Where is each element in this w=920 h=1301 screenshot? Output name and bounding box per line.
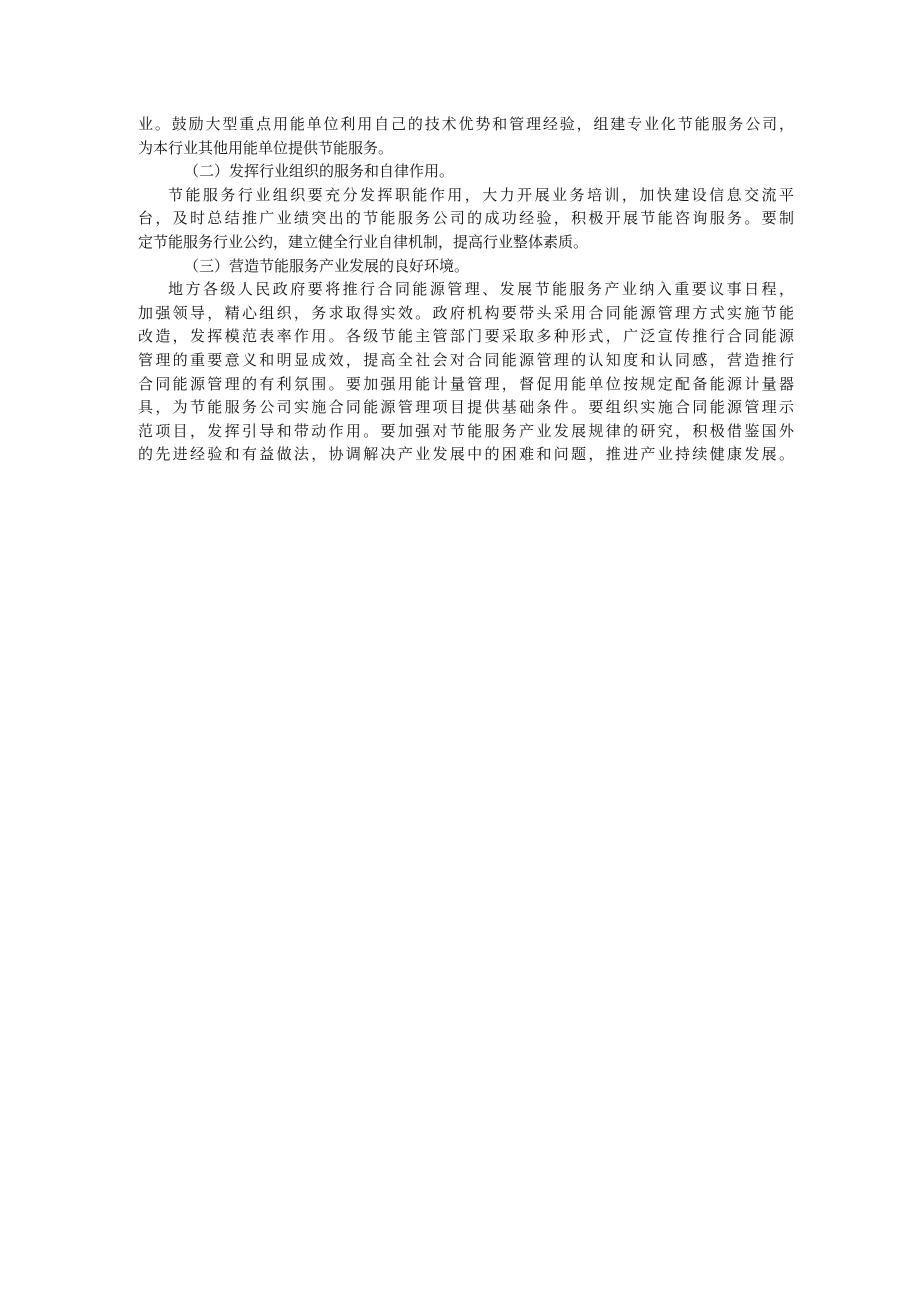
text-line: 管理的重要意义和明显成效，提高全社会对合同能源管理的认知度和认同感，营造推行	[138, 350, 794, 369]
text-line: 改造，发挥模范表率作用。各级节能主管部门要采取多种形式，广泛宣传推行合同能源	[138, 327, 794, 346]
text-line: 节能服务行业组织要充分发挥职能作用，大力开展业务培训，加快建设信息交流平	[168, 185, 794, 204]
text-line: 地方各级人民政府要将推行合同能源管理、发展节能服务产业纳入重要议事日程，	[168, 280, 794, 299]
text-line: 业。鼓励大型重点用能单位利用自己的技术优势和管理经验，组建专业化节能服务公司，	[138, 115, 794, 133]
text-line: 定节能服务行业公约，建立健全行业自律机制，提高行业整体素质。	[138, 232, 589, 251]
text-line: 具，为节能服务公司实施合同能源管理项目提供基础条件。要组织实施合同能源管理示	[138, 398, 794, 417]
text-line: 的先进经验和有益做法，协调解决产业发展中的困难和问题，推进产业持续健康发展。	[138, 445, 794, 464]
text-line: 为本行业其他用能单位提供节能服务。	[138, 138, 394, 157]
text-line: 范项目，发挥引导和带动作用。要加强对节能服务产业发展规律的研究，积极借鉴国外	[138, 421, 794, 440]
text-line: 加强领导，精心组织，务求取得实效。政府机构要带头采用合同能源管理方式实施节能	[138, 303, 794, 322]
section-heading: （三）营造节能服务产业发展的良好环境。	[184, 256, 470, 275]
text-line: 合同能源管理的有利氛围。要加强用能计量管理，督促用能单位按规定配备能源计量器	[138, 374, 794, 393]
text-line: 台，及时总结推广业绩突出的节能服务公司的成功经验，积极开展节能咨询服务。要制	[138, 209, 794, 228]
document-body	[138, 113, 794, 467]
section-heading: （二）发挥行业组织的服务和自律作用。	[184, 162, 455, 181]
